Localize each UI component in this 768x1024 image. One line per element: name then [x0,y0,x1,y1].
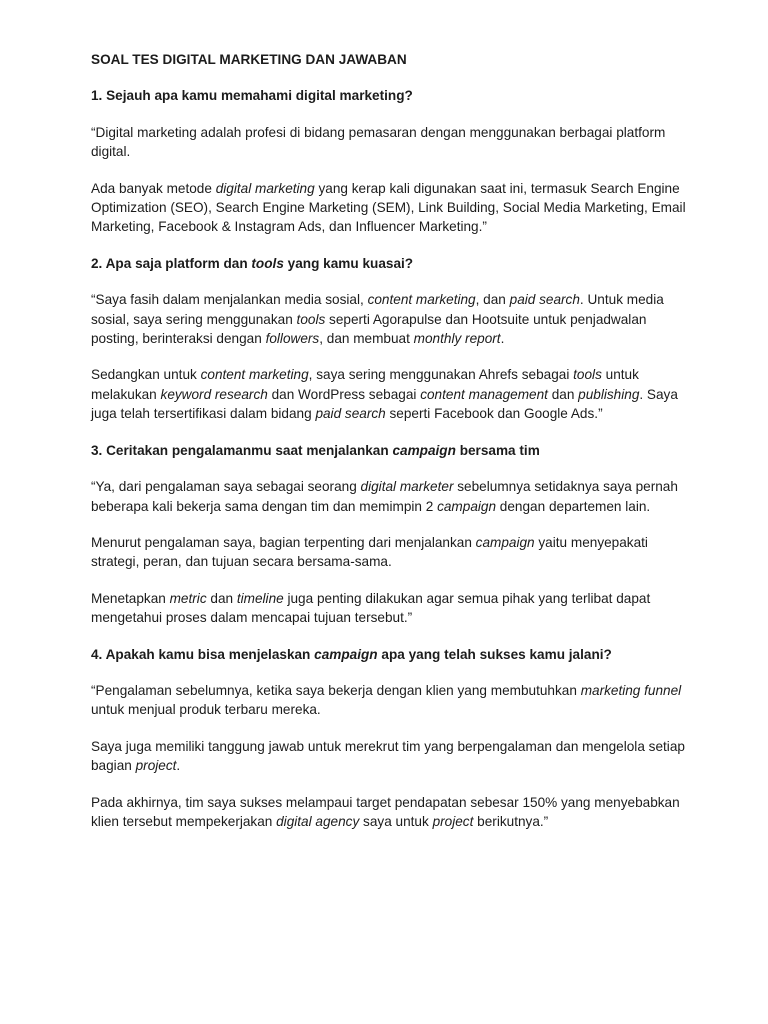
italic-term: tools [573,367,602,383]
answer-paragraph [91,793,691,832]
text-run: . [176,758,181,774]
text-run: seperti Agorapulse dan Hootsuite untuk penjadwalan posting, berinteraksi dengan [91,311,647,347]
text-run: Saya juga memiliki tanggung jawab untuk merekrut tim yang berpengalaman dan mengelola setiap bagian [91,738,685,774]
text-run: 2. Apa saja platform dan [91,255,252,271]
document-page [91,50,691,848]
question-heading [91,645,691,664]
text-run: . Saya juga telah tersertifikasi dalam bidang [91,386,678,422]
text-run: dan [206,590,237,606]
text-run: Pada akhirnya, tim saya sukses melampaui target pendapatan sebesar 150% yang menyebabkan klien tersebut mempekerjakan [91,794,680,829]
answer-paragraph [91,589,691,628]
text-run: dan WordPress sebagai [267,386,421,402]
question-heading [91,254,691,273]
italic-term: timeline [236,590,284,606]
italic-term: content marketing [200,367,309,383]
italic-term: paid search [315,406,386,422]
text-run: , dan membuat [319,331,414,347]
italic-term: tools [296,311,326,327]
text-run: Menetapkan [91,590,170,606]
italic-term: paid search [509,292,580,308]
answer-paragraph [91,737,691,776]
text-run: . Untuk media sosial, saya sering menggunakan [91,292,664,327]
answer-paragraph [91,681,691,720]
text-run: yang kerap kali digunakan saat ini, termasuk Search Engine Optimization (SEO), Search Engine Marketing (SEM), Link Building, Social Media Marketing, Email Marketing, Facebook & Instagram Ads, dan Influencer Marketing.” [91,180,686,235]
italic-term: marketing funnel [580,682,682,698]
answer-paragraph [91,533,691,572]
italic-term: publishing [578,386,640,402]
italic-term: keyword research [160,386,268,402]
italic-term: tools [251,255,284,271]
italic-term: followers [265,331,320,347]
text-run: saya untuk [359,813,433,829]
text-run: Ada banyak metode [91,180,216,196]
qa-sections [91,86,691,831]
text-run: “Digital marketing adalah profesi di bidang pemasaran dengan menggunakan berbagai platform digital. [91,124,666,160]
text-run: dengan departemen lain. [496,498,651,514]
italic-term: monthly report [413,331,501,347]
italic-term: digital agency [276,813,360,829]
text-run: , dan [475,292,510,308]
answer-paragraph [91,179,691,237]
text-run: dan [547,386,579,402]
text-run: “Saya fasih dalam menjalankan media sosial, [91,292,368,308]
text-run: untuk melakukan [91,367,639,402]
text-run: “Pengalaman sebelumnya, ketika saya bekerja dengan klien yang membutuhkan [91,682,581,698]
text-run: 4. Apakah kamu bisa menjelaskan [91,646,315,662]
text-run: yang kamu kuasai? [283,255,414,271]
text-run: Menurut pengalaman saya, bagian terpenting dari menjalankan [91,534,476,550]
question-heading [91,441,691,460]
answer-paragraph [91,290,691,348]
answer-paragraph [91,477,691,516]
text-run: 1. Sejauh apa kamu memahami digital marketing? [91,88,413,104]
italic-term: digital marketer [360,479,454,495]
italic-term: campaign [475,534,535,550]
text-run: “Ya, dari pengalaman saya sebagai seorang [91,479,361,495]
text-run: , saya sering menggunakan Ahrefs sebagai [308,367,574,383]
text-run: bersama tim [455,442,540,458]
text-run: . [500,331,505,347]
italic-term: project [135,758,177,774]
italic-term: content management [420,386,548,402]
answer-paragraph [91,365,691,423]
italic-term: project [432,813,474,829]
italic-term: campaign [437,498,497,514]
text-run: Sedangkan untuk [91,367,201,383]
text-run: untuk menjual produk terbaru mereka. [91,702,321,718]
text-run: yaitu menyepakati strategi, peran, dan tujuan secara bersama-sama. [91,534,648,570]
text-run: sebelumnya setidaknya saya pernah beberapa kali bekerja sama dengan tim dan memimpin 2 [91,479,678,514]
text-run: seperti Facebook dan Google Ads.” [385,406,603,422]
italic-term: campaign [314,646,378,662]
text-run: juga penting dilakukan agar semua pihak yang terlibat dapat mengetahui proses dalam mencapai tujuan tersebut.” [91,590,651,626]
italic-term: metric [169,590,207,606]
italic-term: digital marketing [215,180,315,196]
answer-paragraph [91,123,691,162]
text-run: apa yang telah sukses kamu jalani? [377,646,612,662]
question-heading [91,86,691,105]
text-run: 3. Ceritakan pengalamanmu saat menjalankan [91,442,393,458]
italic-term: content marketing [367,292,476,308]
italic-term: campaign [392,442,456,458]
text-run: berikutnya.” [473,813,549,829]
document-title: SOAL TES DIGITAL MARKETING DAN JAWABAN [91,52,407,67]
